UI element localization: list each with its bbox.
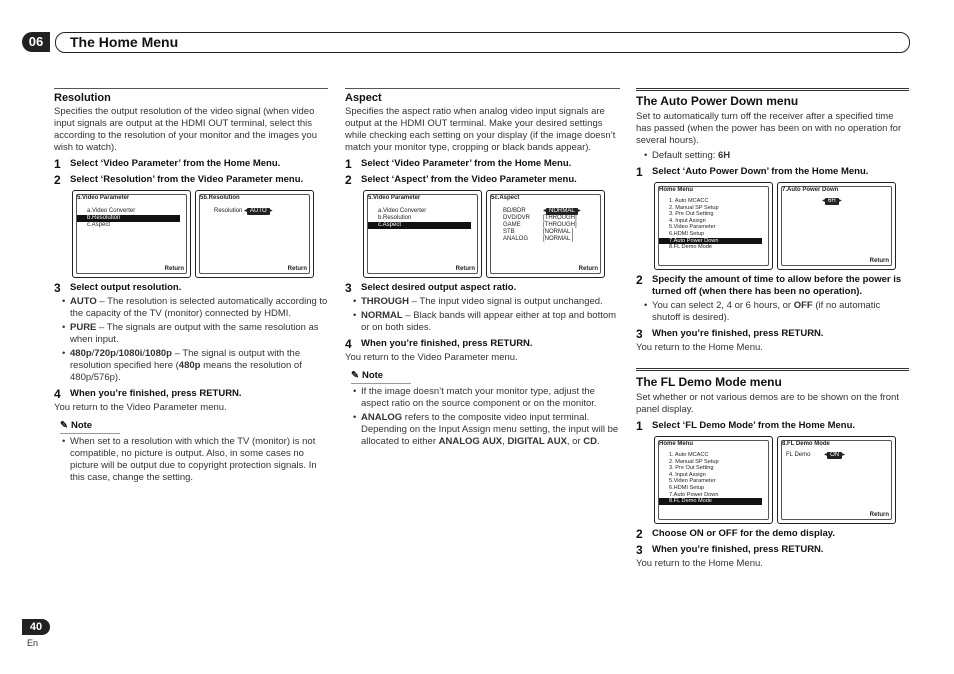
auto-power-default: • Default setting: 6H [644,150,731,161]
osd-menu-item: 4. Input Assign [669,217,706,224]
chapter-title: The Home Menu [70,34,179,50]
page-language: En [27,638,39,648]
osd-title: 5.Video Parameter [368,195,421,201]
aspect-step-4: 4 When you’re finished, press RETURN. [345,337,533,351]
osd-title: Home Menu [659,441,694,447]
osd-return-label: Return [455,266,475,272]
fl-demo-section [636,368,909,570]
osd-title: 5b.Resolution [200,195,240,201]
auto-power-options: • You can select 2, 4 or 6 hours, or OFF (if no automatic shutoff is desired). [644,300,881,323]
osd-menu-item-selected: c.Aspect [368,222,471,229]
osd-return-label: Return [869,512,889,518]
osd-auto-power-value: 6H [825,198,839,205]
fl-demo-screens [654,436,909,524]
aspect-intro: Specifies the aspect ratio when analog video input signals are output at the HDMI OUT terminal. Make your desired settings while checking each setting on your display (if the image doesn’t match your monitor type, cropping or black bands appear). [345,106,616,153]
osd-aspect-row: BD/BDR ◂ NORMAL ▸ [503,208,581,214]
osd-fl-demo-label: FL Demo [786,452,811,458]
resolution-heading: Resolution [54,92,111,104]
aspect-section [345,88,620,450]
aspect-note-item: • If the image doesn’t match your monitor type, adjust the aspect ratio on the source component or on the monitor. [353,386,597,409]
fl-demo-step-3: 3 When you’re finished, press RETURN. [636,543,824,557]
arrow-right-icon: ▸ [842,452,846,458]
aspect-step-3: 3 Select desired output aspect ratio. [345,281,517,295]
aspect-note-heading: ✎ Note [351,370,411,384]
auto-power-step-1: 1 Select ‘Auto Power Down’ from the Home Menu. [636,165,869,179]
osd-menu-item: 6.HDMI Setup [669,230,705,237]
auto-power-section [636,88,909,573]
osd-fl-demo-screen [777,436,896,524]
resolution-screens [72,190,328,278]
resolution-step-2: 2 Select ‘Resolution’ from the Video Parameter menu. [54,173,304,187]
resolution-step-4: 4 When you’re finished, press RETURN. [54,387,242,401]
osd-menu-item: 3. Pre Out Setting [669,465,714,472]
osd-resolution-value: AUTO [247,208,270,215]
osd-video-parameter-screen [363,190,482,278]
osd-menu-item: 8.FL Demo Mode [669,244,713,251]
aspect-note-item: • ANALOG refers to the composite video input terminal. Depending on the Input Assign menu setting, the input will be allocated to either ANALOG AUX, DIGITAL AUX, or CD. [353,412,619,447]
auto-power-step-3: 3 When you’re finished, press RETURN. [636,327,824,341]
aspect-option-normal: • NORMAL – Black bands will appear either at top and bottom or on both sides. [353,310,617,333]
osd-menu-item: b.Resolution [378,215,412,221]
chapter-title-bar [55,32,910,53]
osd-menu-item: 6.HDMI Setup [669,484,705,491]
fl-demo-heading: The FL Demo Mode menu [636,375,782,389]
fl-demo-step-3-text: You return to the Home Menu. [636,558,763,569]
osd-return-label: Return [869,258,889,264]
osd-resolution-screen [195,190,314,278]
auto-power-step-2: 2 Specify the amount of time to allow before the power is turned off (when there has been no operation). [636,273,902,297]
osd-return-label: Return [164,266,184,272]
chapter-number: 06 [22,32,50,52]
osd-aspect-row: ANALOG [NORMAL ] [503,236,574,242]
osd-aspect-row: DVD/DVR [THROUGH] [503,215,577,221]
osd-video-parameter-screen [72,190,191,278]
osd-aspect-row: GAME [THROUGH] [503,222,577,228]
resolution-option-pure: • PURE – The signals are output with the same resolution as when input. [62,322,319,345]
osd-home-menu-screen [654,182,773,270]
arrow-left-icon: ◂ [244,208,248,214]
osd-menu-item: a.Video Converter [378,208,427,214]
osd-aspect-screen [486,190,605,278]
auto-power-heading: The Auto Power Down menu [636,94,799,108]
arrow-left-icon: ◂ [822,198,826,204]
osd-return-label: Return [578,266,598,272]
osd-menu-item: 5.Video Parameter [669,478,716,485]
page-number: 40 [22,619,50,635]
aspect-step-4-text: You return to the Video Parameter menu. [345,352,518,363]
osd-title: 5c.Aspect [491,195,520,201]
osd-menu-item: 3. Pre Out Setting [669,211,714,218]
pencil-icon: ✎ [351,370,359,381]
osd-home-menu-screen [654,436,773,524]
fl-demo-step-2: 2 Choose ON or OFF for the demo display. [636,527,835,541]
osd-menu-item: 4. Input Assign [669,471,706,478]
resolution-note-item: • When set to a resolution with which the TV (monitor) is not compatible, no picture is output. Also, in some cases no picture will be output due to copyright protection signals. In this case, change the setting. [62,436,317,483]
osd-menu-item: 2. Manual SP Setup [669,204,719,211]
fl-demo-intro: Set whether or not various demos are to be shown on the front panel display. [636,392,899,415]
osd-menu-item: 1. Auto MCACC [669,198,709,204]
osd-title: 7.Auto Power Down [782,187,839,193]
osd-menu-item: a.Video Converter [87,208,136,214]
osd-title: 8.FL Demo Mode [782,441,830,447]
resolution-option-fixed: • 480p/720p/1080i/1080p – The signal is output with the resolution specified here (480p means the resolution of 480p/576p). [62,348,302,383]
aspect-step-1: 1 Select ‘Video Parameter’ from the Home Menu. [345,157,572,171]
arrow-right-icon: ▸ [838,198,842,204]
auto-power-step-3-text: You return to the Home Menu. [636,342,763,353]
resolution-intro: Specifies the output resolution of the video signal (when video input signals are output at the HDMI OUT terminal, select this according to the resolution of your monitor and the images you wish to watch). [54,106,317,153]
osd-menu-item: 7.Auto Power Down [669,491,719,498]
osd-menu-item: c.Aspect [87,222,111,228]
osd-aspect-row: STB [NORMAL ] [503,229,574,235]
auto-power-screens [654,182,909,270]
resolution-section [54,88,328,486]
resolution-step-4-text: You return to the Video Parameter menu. [54,402,227,413]
osd-title: Home Menu [659,187,694,193]
osd-menu-item-selected: b.Resolution [77,215,180,222]
osd-menu-item-selected: 7.Auto Power Down [659,238,762,245]
aspect-option-through: • THROUGH – The input video signal is output unchanged. [353,296,603,307]
osd-menu-item-selected: 8.FL Demo Mode [659,498,762,505]
resolution-note-heading: ✎ Note [60,420,120,434]
osd-auto-power-screen [777,182,896,270]
osd-menu-item: 2. Manual SP Setup [669,458,719,465]
osd-resolution-label: Resolution [214,208,243,214]
osd-return-label: Return [287,266,307,272]
arrow-right-icon: ▸ [269,208,273,214]
osd-menu-item: 1. Auto MCACC [669,452,709,458]
aspect-heading: Aspect [345,92,382,104]
resolution-step-1: 1 Select ‘Video Parameter’ from the Home Menu. [54,157,281,171]
arrow-left-icon: ◂ [824,452,828,458]
fl-demo-step-1: 1 Select ‘FL Demo Mode’ from the Home Menu. [636,419,856,433]
resolution-option-auto: • AUTO – The resolution is selected automatically according to the capacity of the TV (monitor) connected by HDMI. [62,296,328,319]
aspect-screens [363,190,620,278]
osd-menu-item: 5.Video Parameter [669,224,716,231]
aspect-step-2: 2 Select ‘Aspect’ from the Video Parameter menu. [345,173,577,187]
auto-power-intro: Set to automatically turn off the receiver after a specified time has passed (when the power has been on with no operation for several hours). [636,111,902,146]
resolution-step-3: 3 Select output resolution. [54,281,182,295]
osd-fl-demo-value: ON [827,452,842,459]
osd-title: 5.Video Parameter [77,195,130,201]
pencil-icon: ✎ [60,420,68,431]
